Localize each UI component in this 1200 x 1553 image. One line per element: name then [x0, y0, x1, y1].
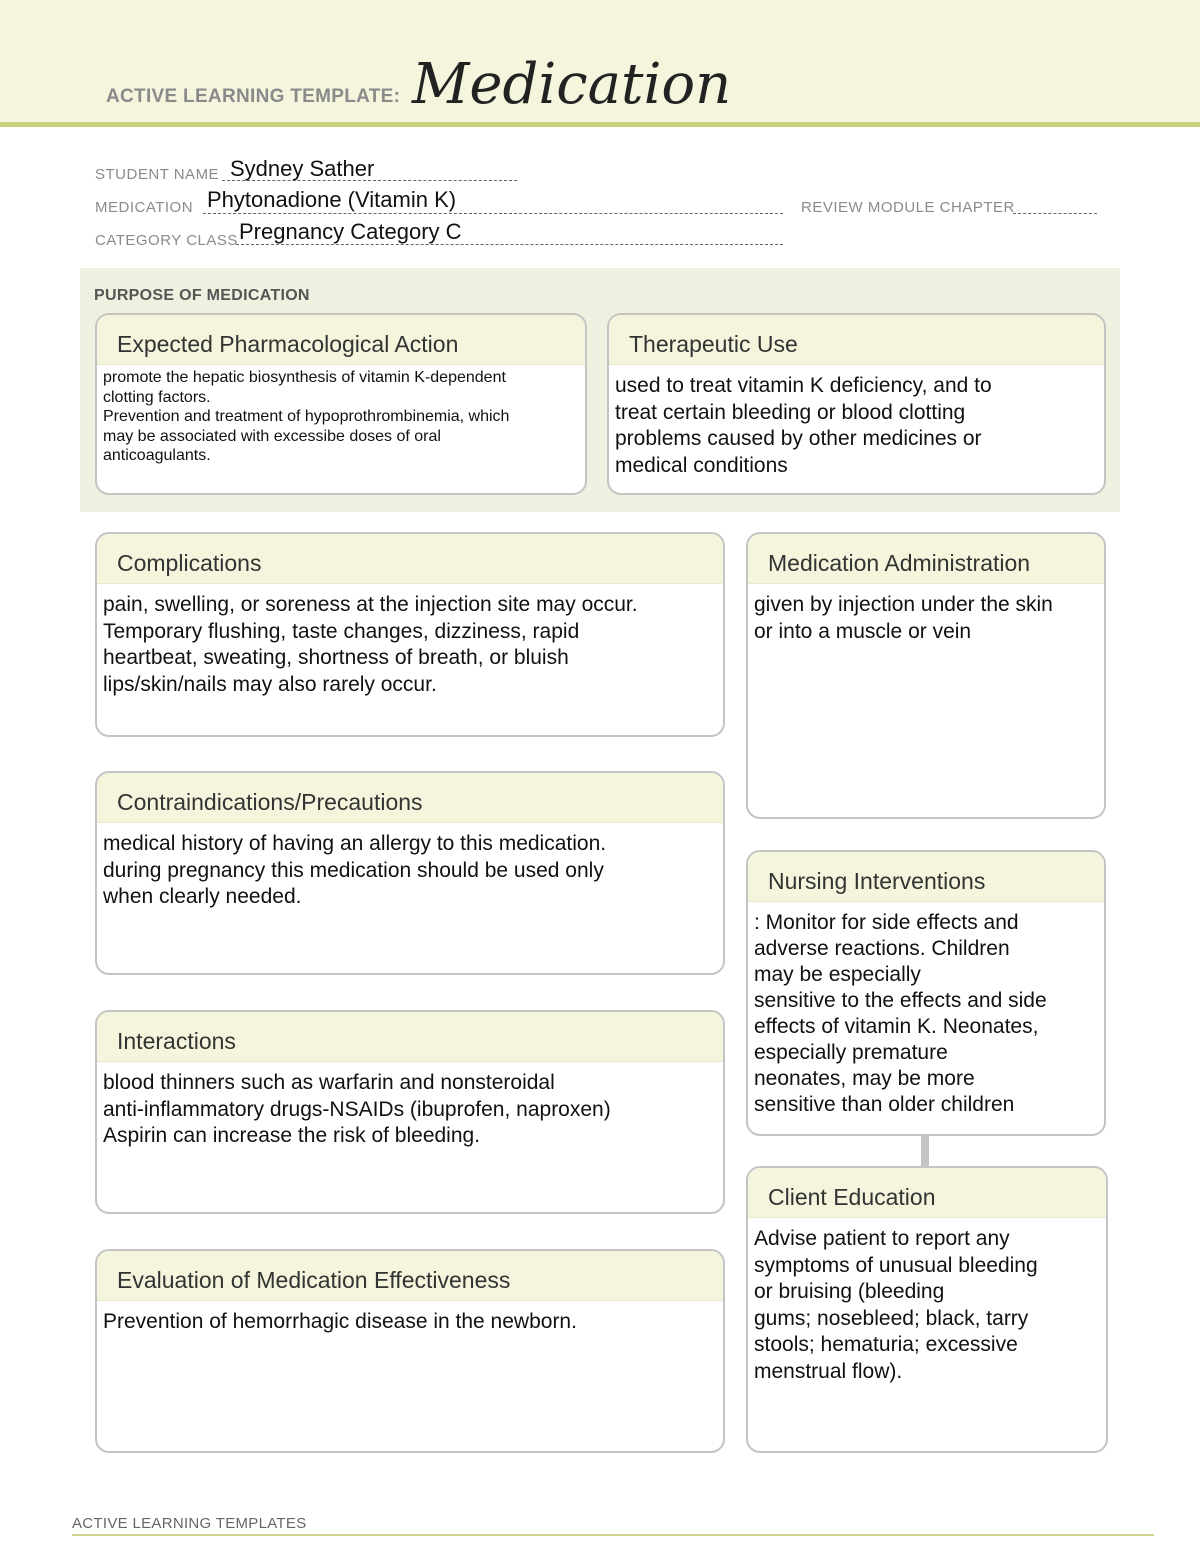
complications-title: Complications — [97, 534, 723, 584]
medication-label: MEDICATION — [95, 199, 194, 216]
review-module-underline[interactable] — [1013, 213, 1097, 214]
evaluation-card — [95, 1249, 725, 1453]
medication-underline — [203, 213, 783, 214]
contraindications-title: Contraindications/Precautions — [97, 773, 723, 823]
client-education-card — [746, 1166, 1108, 1453]
interactions-title: Interactions — [97, 1012, 723, 1062]
medication-administration-text[interactable]: given by injection under the skin or into a muscle or vein — [754, 593, 1053, 643]
contraindications-text[interactable]: medical history of having an allergy to this medication. during pregnancy this medication should be used only when clearly needed. — [103, 832, 607, 908]
nursing-interventions-title: Nursing Interventions — [748, 852, 1104, 902]
review-module-label: REVIEW MODULE CHAPTER — [801, 199, 1015, 216]
evaluation-title: Evaluation of Medication Effectiveness — [97, 1251, 723, 1301]
evaluation-text[interactable]: Prevention of hemorrhagic disease in the newborn. — [103, 1310, 577, 1333]
footer-label: ACTIVE LEARNING TEMPLATES — [72, 1515, 307, 1532]
interactions-card — [95, 1010, 725, 1214]
contraindications-card — [95, 771, 725, 975]
category-class-label: CATEGORY CLASS — [95, 232, 238, 249]
therapeutic-use-card — [607, 313, 1106, 495]
template-label: ACTIVE LEARNING TEMPLATE: — [106, 86, 401, 107]
complications-text[interactable]: pain, swelling, or soreness at the injection site may occur. Temporary flushing, taste changes, dizziness, rapid heartbeat, sweating, shortness of breath, or bluish lips/skin/nails may also rarely occur. — [103, 593, 638, 696]
client-education-text[interactable]: Advise patient to report any symptoms of unusual bleeding or bruising (bleeding gums; nosebleed; black, tarry stools; hematuria; excessive menstrual flow). — [754, 1227, 1038, 1383]
expected-action-card — [95, 313, 587, 495]
medication-value[interactable]: Phytonadione (Vitamin K) — [207, 187, 457, 212]
expected-action-text[interactable]: promote the hepatic biosynthesis of vitamin K-dependent clotting factors. Prevention and treatment of hypoprothrombinemia, which may be associated with excessibe doses of oral anticoagulants. — [103, 369, 510, 464]
student-name-value[interactable]: Sydney Sather — [230, 156, 375, 181]
connector-bar — [921, 1134, 929, 1166]
expected-action-title: Expected Pharmacological Action — [97, 315, 585, 365]
therapeutic-use-text[interactable]: used to treat vitamin K deficiency, and to treat certain bleeding or blood clotting problems caused by other medicines or medical conditions — [615, 374, 992, 477]
footer-divider — [72, 1534, 1154, 1536]
category-class-value[interactable]: Pregnancy Category C — [239, 219, 462, 244]
header-divider — [0, 122, 1200, 127]
student-name-label: STUDENT NAME — [95, 166, 220, 183]
medication-administration-card — [746, 532, 1106, 819]
client-education-title: Client Education — [748, 1168, 1106, 1218]
purpose-label: PURPOSE OF MEDICATION — [94, 287, 310, 304]
medication-administration-title: Medication Administration — [748, 534, 1104, 584]
interactions-text[interactable]: blood thinners such as warfarin and nonsteroidal anti-inflammatory drugs-NSAIDs (ibuprofen, naproxen) Aspirin can increase the risk of bleeding. — [103, 1071, 611, 1147]
page-title: Medication — [412, 52, 732, 117]
nursing-interventions-text[interactable]: : Monitor for side effects and adverse reactions. Children may be especially sensitive to the effects and side effects of vitamin K. Neonates, especially premature neonates, may be more sensitive than older children — [754, 911, 1047, 1116]
therapeutic-use-title: Therapeutic Use — [609, 315, 1104, 365]
nursing-interventions-card — [746, 850, 1106, 1136]
complications-card — [95, 532, 725, 737]
